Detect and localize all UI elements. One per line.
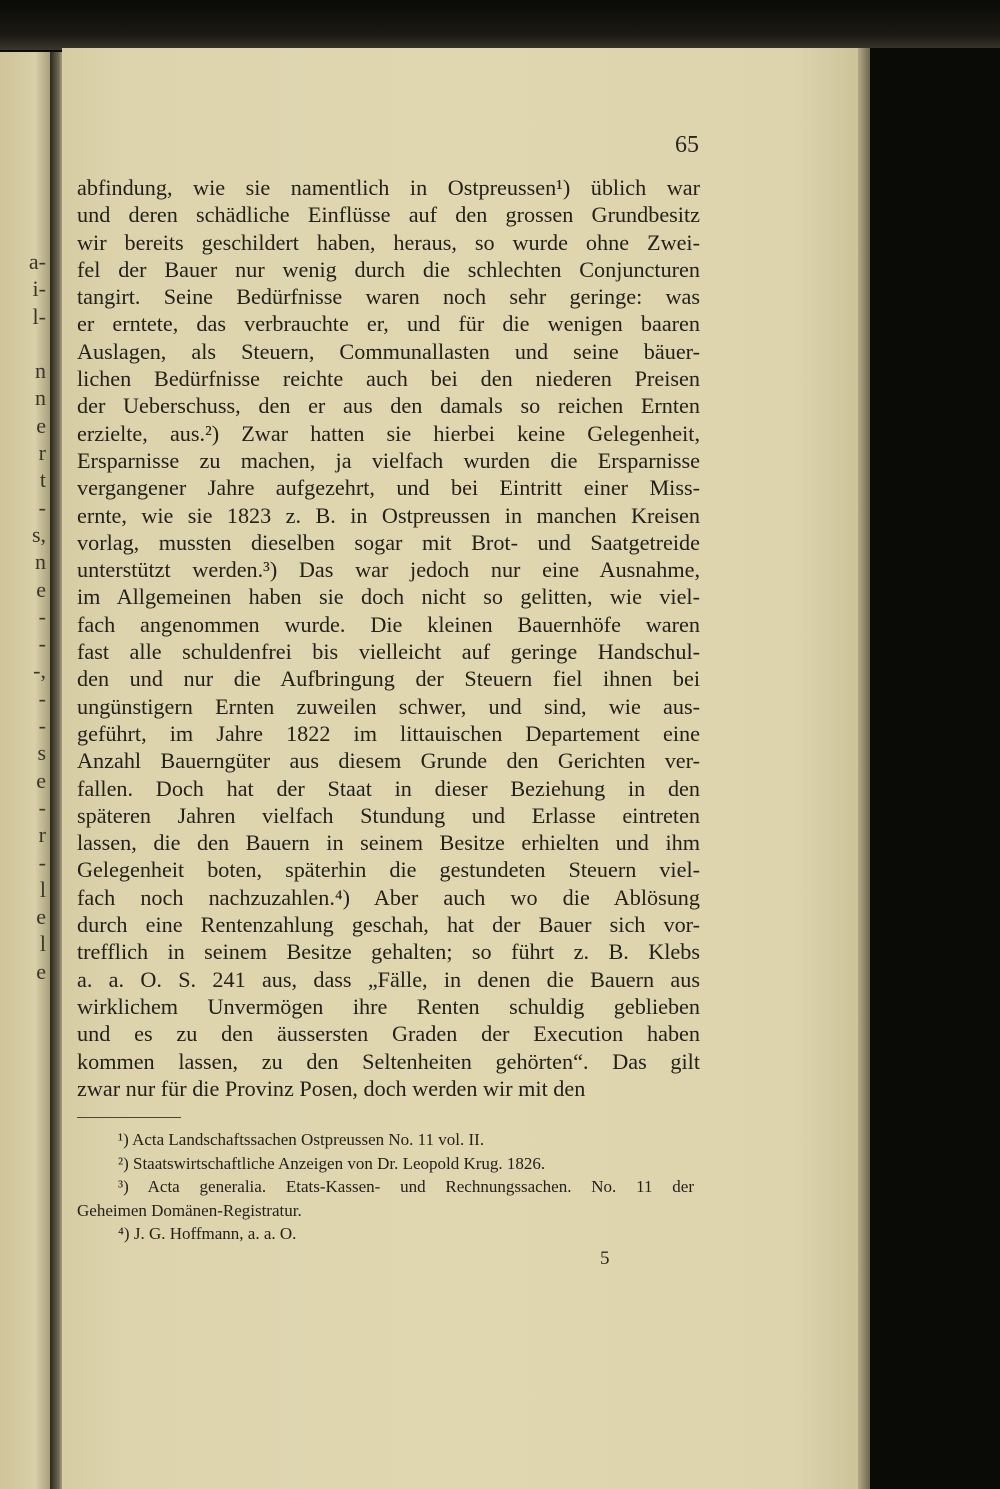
left-page-fragment: s, (31, 521, 46, 547)
text-line: wirklichem Unvermögen ihre Renten schuldig geblieben (77, 993, 700, 1019)
left-page-fragment: - (38, 685, 46, 711)
text-line: fallen. Doch hat der Staat in dieser Beziehung in den (77, 775, 700, 801)
body-text (77, 174, 700, 1102)
text-line: erzielte, aus.²) Zwar hatten sie hierbei keine Gelegenheit, (77, 420, 700, 446)
left-page-fragment: -, (33, 658, 46, 684)
page-number: 65 (675, 132, 699, 158)
footnote: ³) Acta generalia. Etats-Kassen- und Rechnungssachen. No. 11 der (118, 1177, 694, 1196)
page-edge (858, 48, 870, 1489)
text-line: vergangener Jahre aufgezehrt, und bei Eintritt einer Miss- (77, 475, 700, 501)
text-line: tangirt. Seine Bedürfnisse waren noch sehr geringe: was (77, 284, 700, 310)
text-line: unterstützt werden.³) Das war jedoch nur eine Ausnahme, (77, 557, 700, 583)
left-page-fragment: n (35, 549, 46, 575)
text-line: der Ueberschuss, den er aus den damals so reichen Ernten (77, 393, 700, 419)
text-line: und es zu den äussersten Graden der Execution haben (77, 1021, 700, 1047)
text-line: lassen, die den Bauern in seinem Besitze erhielten und ihm (77, 830, 700, 856)
left-page-fragment: i- (32, 276, 46, 302)
left-page-fragment: r (38, 440, 46, 466)
left-page-fragment: e (36, 576, 46, 602)
text-line: späteren Jahren vielfach Stundung und Erlasse eintreten (77, 802, 700, 828)
left-page-fragments (0, 248, 46, 985)
left-page-fragment: t (39, 467, 46, 493)
left-page-fragment: - (38, 713, 46, 739)
text-line: zwar nur für die Provinz Posen, doch werden wir mit den (77, 1075, 586, 1101)
left-page-fragment: - (38, 631, 46, 657)
text-line: abfindung, wie sie namentlich in Ostpreussen¹) üblich war (77, 175, 700, 200)
text-line: fast alle schuldenfrei bis vielleicht auf geringe Handschul- (77, 639, 700, 665)
text-line: geführt, im Jahre 1822 im littauischen Departement eine (77, 720, 700, 746)
left-page-fragment: e (36, 958, 46, 984)
text-line: Auslagen, als Steuern, Communallasten und seine bäuer- (77, 338, 700, 364)
text-line: und deren schädliche Einflüsse auf den grossen Grundbesitz (77, 202, 700, 228)
left-page-fragment: r (38, 822, 46, 848)
text-line: er erntete, das verbrauchte er, und für die wenigen baaren (77, 311, 700, 337)
left-page-fragment: l (39, 876, 46, 902)
left-page-fragment: s (37, 740, 46, 766)
signature-mark: 5 (600, 1248, 610, 1269)
left-page-fragment: - (38, 849, 46, 875)
footnote-rule (77, 1117, 181, 1118)
left-page-fragment: a- (28, 249, 46, 274)
text-line: ungünstigern Ernten zuweilen schwer, und sind, wie aus- (77, 693, 700, 719)
left-page-fragment (0, 330, 46, 357)
text-line: durch eine Rentenzahlung geschah, hat der Bauer sich vor- (77, 912, 700, 938)
footnotes (77, 1128, 694, 1246)
text-line: im Allgemeinen haben sie doch nicht so gelitten, wie viel- (77, 584, 700, 610)
left-page-fragment: n (35, 385, 46, 411)
text-line: ernte, wie sie 1823 z. B. in Ostpreussen in manchen Kreisen (77, 502, 700, 528)
left-page-fragment: - (38, 494, 46, 520)
book-top-shadow (0, 0, 1000, 50)
text-line: vorlag, mussten dieselben sogar mit Brot- und Saatgetreide (77, 529, 700, 555)
left-page-fragment: e (36, 412, 46, 438)
text-line: den und nur die Aufbringung der Steuern fiel ihnen bei (77, 666, 700, 692)
left-page-fragment: - (38, 603, 46, 629)
text-line: wir bereits geschildert haben, heraus, so wurde ohne Zwei- (77, 229, 700, 255)
footnote: ¹) Acta Landschaftssachen Ostpreussen No. 11 vol. II. (118, 1130, 485, 1149)
text-line: fel der Bauer nur wenig durch die schlechten Conjuncturen (77, 256, 700, 282)
left-page-fragment: - (38, 794, 46, 820)
left-page-fragment: e (36, 767, 46, 793)
footnote: ²) Staatswirtschaftliche Anzeigen von Dr. Leopold Krug. 1826. (118, 1153, 546, 1173)
left-page-fragment: l- (32, 303, 46, 329)
text-line: fach noch nachzuzahlen.⁴) Aber auch wo die Ablösung (77, 884, 700, 910)
left-page-fragment: l (39, 931, 46, 957)
footnote: Geheimen Domänen-Registratur. (77, 1200, 302, 1220)
text-line: fach angenommen wurde. Die kleinen Bauernhöfe waren (77, 611, 700, 637)
text-line: Ersparnisse zu machen, ja vielfach wurden die Ersparnisse (77, 447, 700, 473)
footnote: ⁴) J. G. Hoffmann, a. a. O. (118, 1224, 297, 1243)
text-line: lichen Bedürfnisse reichte auch bei den niederen Preisen (77, 366, 700, 392)
text-line: a. a. O. S. 241 aus, dass „Fälle, in denen die Bauern aus (77, 966, 700, 992)
left-page-fragment: e (36, 904, 46, 930)
text-line: Anzahl Bauerngüter aus diesem Grunde den Gerichten ver- (77, 748, 700, 774)
background (870, 48, 1000, 1489)
text-line: trefflich in seinem Besitze gehalten; so führt z. B. Klebs (77, 939, 700, 965)
text-line: Gelegenheit boten, späterhin die gestundeten Steuern viel- (77, 857, 700, 883)
text-line: kommen lassen, zu den Seltenheiten gehörten“. Das gilt (77, 1048, 700, 1074)
left-facing-page (0, 52, 50, 1489)
left-page-fragment: n (35, 358, 46, 384)
